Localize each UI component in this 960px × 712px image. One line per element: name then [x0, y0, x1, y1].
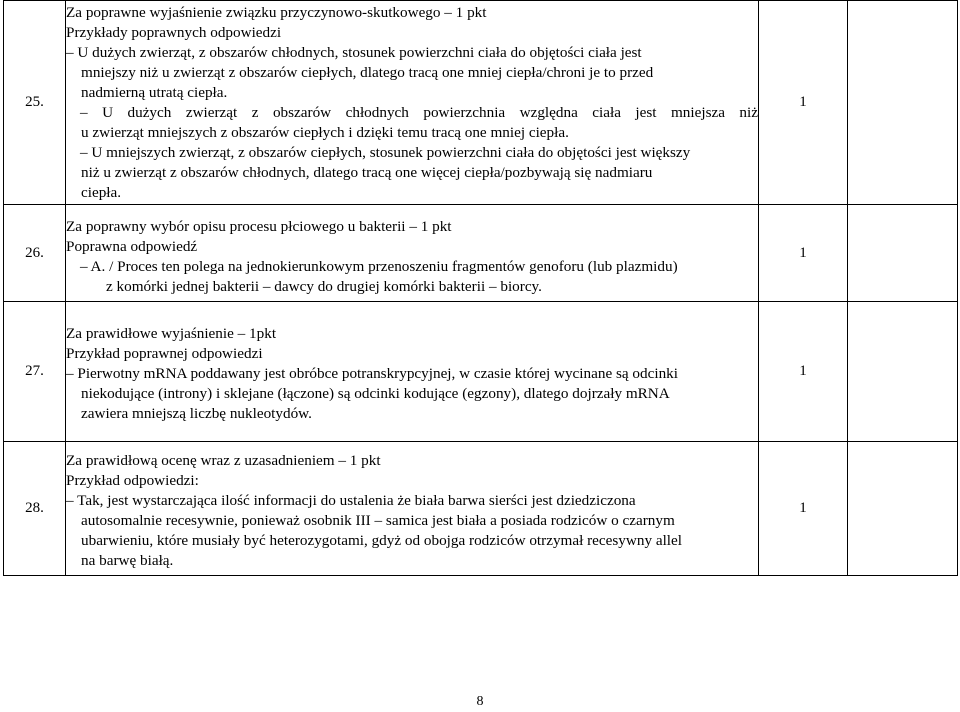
criteria-line: – U dużych zwierząt z obszarów chłodnych powierzchnia względna ciała jest mniejsza niż: [80, 103, 758, 121]
criteria-line: Poprawna odpowiedź: [66, 238, 198, 255]
task-number: 28.: [4, 442, 66, 576]
criteria-line: – U mniejszych zwierząt, z obszarów ciepłych, stosunek powierzchni ciała do objętości jest większy: [80, 143, 691, 161]
criteria-line: Przykłady poprawnych odpowiedzi: [66, 23, 282, 41]
criteria-line: na barwę białą.: [81, 552, 174, 569]
criteria-line: nadmierną utratą ciepła.: [81, 83, 228, 101]
criteria-line: – A. / Proces ten polega na jednokierunkowym przenoszeniu fragmentów genoforu (lub plazmidu): [80, 258, 678, 275]
task-number: 26.: [4, 205, 66, 302]
task-points: 1: [759, 1, 848, 205]
empty-cell: [848, 302, 958, 442]
empty-cell: [848, 1, 958, 205]
page-number: 8: [476, 694, 484, 709]
criteria-line: – U dużych zwierząt, z obszarów chłodnych, stosunek powierzchni ciała do objętości ciała jest: [66, 43, 642, 61]
criteria-line: Za poprawny wybór opisu procesu płciowego u bakterii – 1 pkt: [66, 218, 452, 235]
task-criteria: [66, 302, 759, 442]
task-criteria: [66, 205, 759, 302]
criteria-line: zawiera mniejszą liczbę nukleotydów.: [81, 405, 312, 422]
task-number: 27.: [4, 302, 66, 442]
task-number: 25.: [4, 1, 66, 205]
task-criteria: [66, 1, 759, 205]
task-points: 1: [759, 302, 848, 442]
criteria-line: – Pierwotny mRNA poddawany jest obróbce potranskrypcyjnej, w czasie której wycinane są odcinki: [66, 365, 678, 382]
criteria-line: niż u zwierząt z obszarów chłodnych, dlatego tracą one więcej ciepła/pozbywają się nadmiaru: [81, 163, 653, 181]
table-row: [4, 1, 958, 205]
criteria-line: Przykład odpowiedzi:: [66, 472, 199, 489]
criteria-line: ciepła.: [81, 183, 122, 201]
task-points: 1: [759, 442, 848, 576]
criteria-line: u zwierząt mniejszych z obszarów ciepłych i dzięki temu tracą one mniej ciepła.: [81, 123, 569, 141]
empty-cell: [848, 205, 958, 302]
criteria-line: Za prawidłową ocenę wraz z uzasadnieniem – 1 pkt: [66, 452, 381, 469]
criteria-line: Za poprawne wyjaśnienie związku przyczynowo-skutkowego – 1 pkt: [66, 3, 487, 21]
empty-cell: [848, 442, 958, 576]
criteria-line: Przykład poprawnej odpowiedzi: [66, 345, 263, 362]
criteria-line: – Tak, jest wystarczająca ilość informacji do ustalenia że biała barwa sierści jest dziedziczona: [66, 492, 636, 509]
task-criteria: [66, 442, 759, 576]
criteria-line: autosomalnie recesywnie, ponieważ osobnik III – samica jest biała a posiada rodziców o czarnym: [81, 512, 675, 529]
criteria-line: ubarwieniu, które musiały być heterozygotami, gdyż od obojga rodziców otrzymał recesywny allel: [81, 532, 682, 549]
criteria-line: niekodujące (introny) i sklejane (łączone) są odcinki kodujące (egzony), dlatego dojrzały mRNA: [81, 385, 670, 402]
criteria-line: Za prawidłowe wyjaśnienie – 1pkt: [66, 325, 277, 342]
task-points: 1: [759, 205, 848, 302]
criteria-line: z komórki jednej bakterii – dawcy do drugiej komórki bakterii – biorcy.: [106, 278, 542, 295]
table-row: [4, 442, 958, 576]
table-row: [4, 302, 958, 442]
criteria-line: mniejszy niż u zwierząt z obszarów ciepłych, dlatego tracą one mniej ciepła/chroni je to przed: [81, 63, 654, 81]
table-row: [4, 205, 958, 302]
answer-key-table: [3, 0, 958, 576]
